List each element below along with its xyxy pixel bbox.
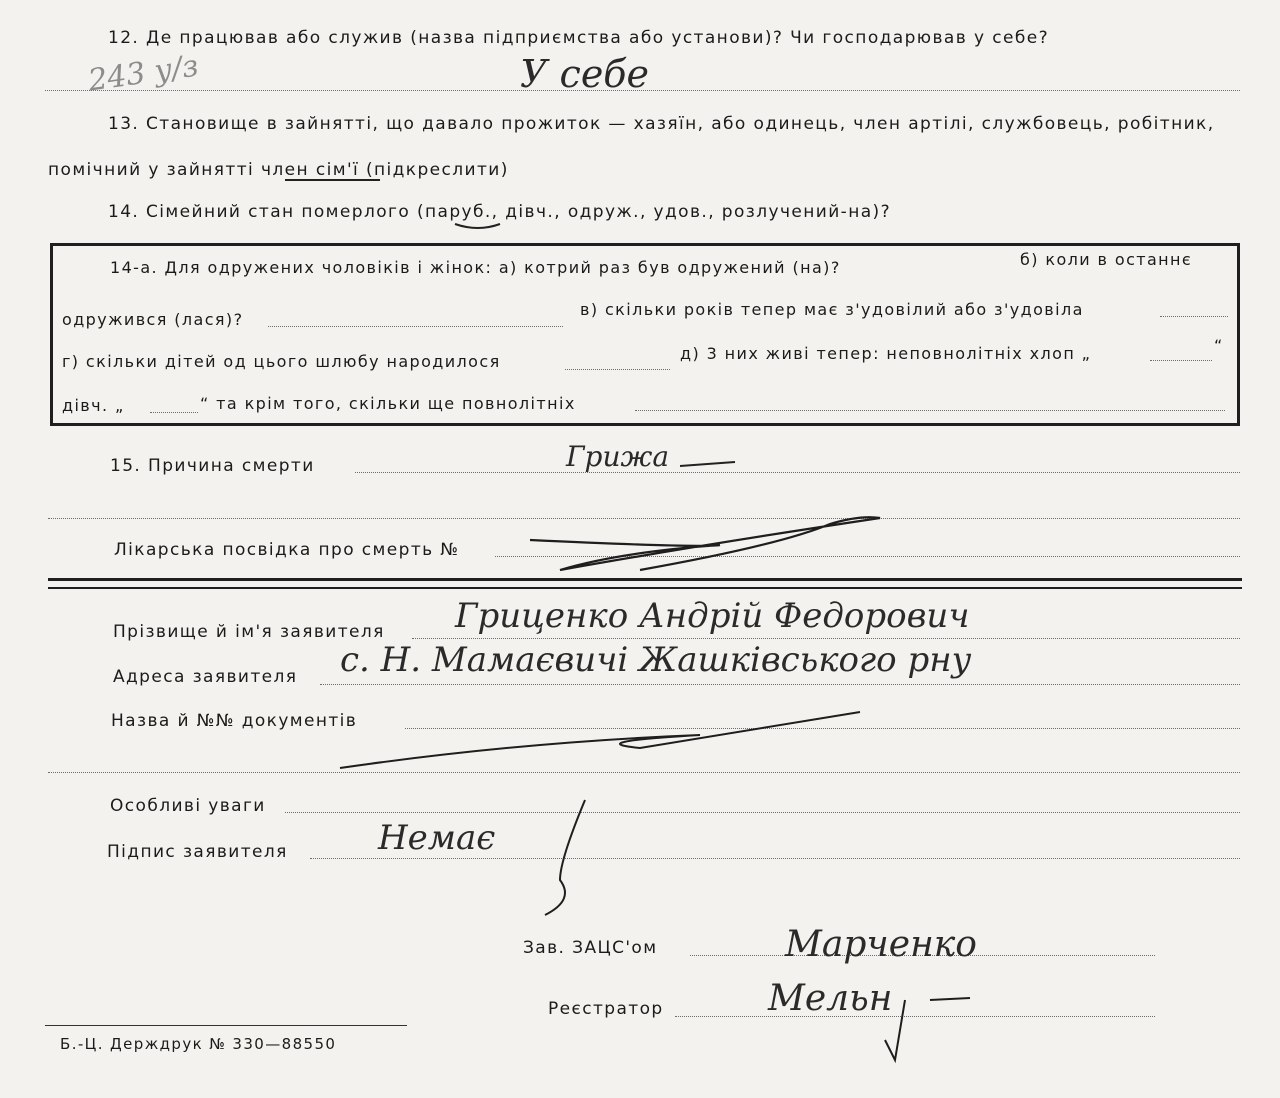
applicant-address-value: с. Н. Мамаєвичі Жашківського рну (340, 640, 972, 680)
q15-answer: Грижа (566, 440, 670, 473)
q14a-line1-a: 14-а. Для одружених чоловіків і жінок: а) котрий раз був одружений (на)? (110, 258, 841, 277)
zags-head-signature: Марченко (785, 924, 977, 965)
applicant-signature-tail-mark (545, 800, 585, 915)
documents-cancel-mark (340, 712, 860, 768)
q14a-line1-b: б) коли в останнє (1020, 250, 1193, 269)
registrar-dash-mark (930, 998, 970, 1000)
q14-label: 14. Сімейний стан померлого (паруб., дівч., одруж., удов., розлучений-на)? (108, 202, 891, 222)
q12-label: 12. Де працював або служив (назва підприємства або установи)? Чи господарював у себе? (108, 28, 1049, 48)
q14a-line2-a: одружився (лася)? (62, 310, 244, 329)
med-cert-cancel-mark (530, 517, 880, 570)
documents-label: Назва й №№ документів (111, 711, 358, 731)
applicant-name-label: Прізвище й ім'я заявителя (113, 622, 385, 642)
applicant-signature-label: Підпис заявителя (107, 842, 288, 862)
print-info: Б.-Ц. Держдрук № 330—88550 (60, 1035, 337, 1053)
med-cert-label: Лікарська посвідка про смерть № (114, 540, 460, 560)
q14a-line4-b: “ та крім того, скільки ще повнолітніх (200, 394, 576, 413)
registrar-flourish-mark (885, 1000, 905, 1060)
applicant-name-value: Гриценко Андрій Федорович (455, 596, 970, 636)
q14a-line3-c: “ (1214, 336, 1224, 355)
q14a-line3-a: г) скільки дітей од цього шлюбу народилося (62, 352, 501, 371)
zags-head-label: Зав. ЗАЦС'ом (523, 938, 658, 958)
applicant-signature: Немає (378, 818, 496, 858)
q13-label-line2: помічний у зайнятті член сім'ї (підкреслити) (48, 160, 509, 180)
special-notes-label: Особливі уваги (110, 796, 266, 816)
q13-label-line1: 13. Становище в зайнятті, що давало прожиток — хазяїн, або одинець, член артілі, службовець, робітник, (108, 114, 1215, 134)
margin-note: 243 у/з (86, 48, 201, 99)
q15-label: 15. Причина смерти (110, 456, 315, 476)
q14a-line4-a: дівч. „ (62, 396, 125, 415)
q12-answer: У себе (520, 52, 649, 96)
paruby-underline-mark (455, 224, 500, 228)
q14a-line2-b: в) скільки років тепер має з'удовілий або з'удовіла (580, 300, 1084, 319)
applicant-address-label: Адреса заявителя (113, 667, 298, 687)
registrar-label: Реєстратор (548, 999, 664, 1019)
q15-dash-mark (680, 462, 735, 466)
q14a-line3-b: д) 3 них живі тепер: неповнолітніх хлоп „ (680, 344, 1092, 363)
registrar-signature: Мельн (768, 978, 893, 1019)
